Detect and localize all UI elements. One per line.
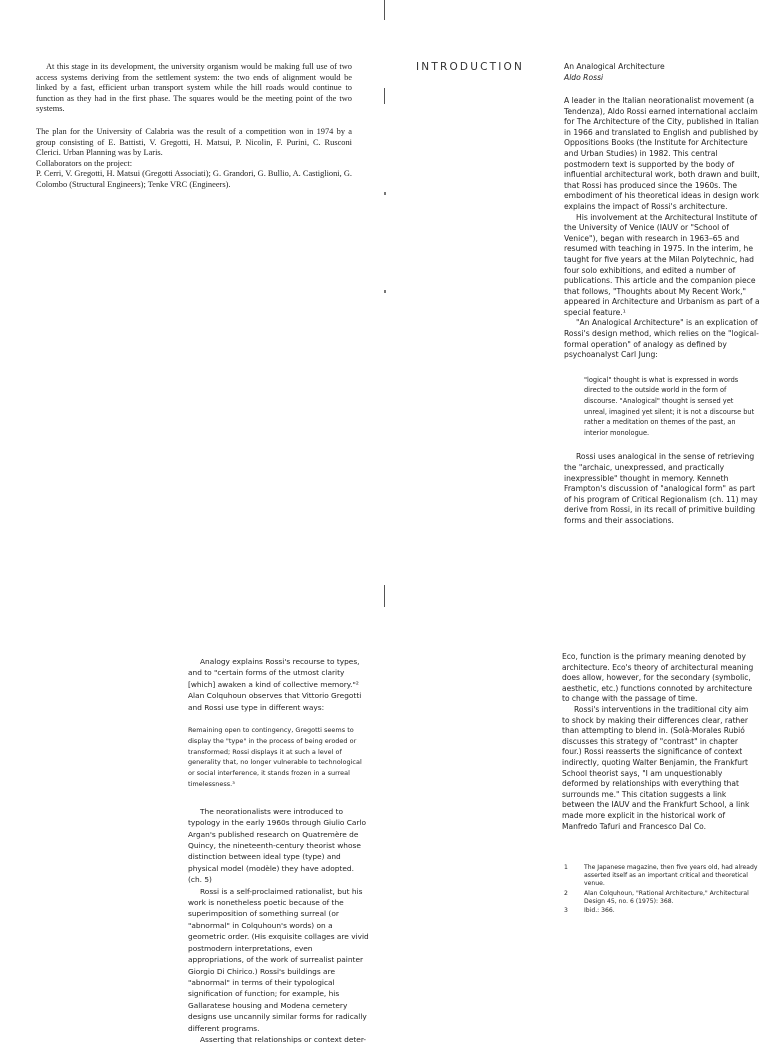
footnote [564, 907, 762, 915]
footnote-number: 2 [564, 889, 568, 897]
paragraph: Rossi's interventions in the traditional city aim to shock by making their differences clear, rather than attempting to blend in. (Solà-Morales Rubió discusses this strategy of "contrast" in chapter four.) Rossi reasserts the significance of context indirectly, quoting Walter Benjamin, the Frankfurt School theorist says, "I am unquestionably deformed by relationships with everything that surrounds me." This citation suggests a link between the IAUV and the Frankfurt School, a link made more explicit in the historical work of Manfredo Tafuri and Francesco Dal Co. [562, 704, 750, 831]
gutter-mark [384, 192, 386, 195]
paragraph: "An Analogical Architecture" is an explication of Rossi's design method, which relies on the "logical-formal operation" of analogy as defined by psychoanalyst Carl Jung: [564, 318, 759, 360]
article-heading [564, 62, 760, 83]
paragraph: His involvement at the Architectural Institute of the University of Venice (IAUV or "School of Venice"), began with research in 1963–65 and resumed with teaching in 1975. In the interim, he taught for five years at the Milan Polytechnic, had four solo exhibitions, and edited a number of publications. This article and the companion piece that follows, "Thoughts about My Recent Work," appeared in Architecture and Urbanism as part of a special feature.¹ [564, 212, 760, 317]
paragraph: At this stage in its development, the university organism would be making full use of two access systems deriving from the settlement system: the two ends of alignment would be linked by a fast, efficient urban transport system while the hill roads would continue to function as they had in the first phase. The squares would be the meeting point of the two systems. [36, 62, 352, 114]
collaborators-label: Collaborators on the project: [36, 158, 133, 168]
footnote-text: Ibid.: 366. [584, 907, 615, 915]
footnotes [564, 864, 762, 916]
paragraph: Rossi uses analogical in the sense of retrieving the "archaic, unexpressed, and practically inexpressible" thought in memory. Kenneth Frampton's discussion of "analogical form" as part of his program of Critical Regionalism (ch. 11) may derive from Rossi, in its recall of primitive building forms and their associations. [564, 452, 758, 525]
intro-body [564, 96, 760, 527]
left-page-text [36, 62, 352, 191]
paragraph: The plan for the University of Calabria was the result of a competition won in 1974 by a group consisting of E. Battisti, V. Gregotti, H. Matsui, P. Nicolin, F. Purini, C. Rusconi Clerici. Urban Planning was by Laris. [36, 126, 352, 158]
collaborators-list: P. Cerri, V. Gregotti, H. Matsui (Gregotti Associati); G. Grandori, G. Bullio, A. Castiglioni, G. Colombo (Structural Engineers); Tenke VRC (Engineers). [36, 169, 352, 189]
footnote [564, 864, 762, 889]
gutter-mark [384, 290, 386, 293]
gutter-line-middle [384, 585, 385, 607]
article-author: Aldo Rossi [564, 72, 604, 82]
paragraph: Rossi is a self-proclaimed rationalist, but his work is nonetheless poetic because of the superimposition of something surreal (or "abnormal" in Colquhoun's words) on a geometric order. (His exquisite collages are vivid postmodern interpretations, even appropriations, of the work of surrealist painter Giorgio Di Chirico.) Rossi's buildings are "abnormal" in terms of their typological signification of function; for example, his Gallaratese housing and Modena cemetery designs use uncannily similar forms for radically different programs. [188, 886, 369, 1033]
block-quote: "logical" thought is what is expressed in words directed to the outside world in the form of discourse. "Analogical" thought is sensed yet unreal, imagined yet silent; it is not a discourse but rather a meditation on themes of the past, an interior monologue. [584, 375, 755, 437]
article-title: An Analogical Architecture [564, 62, 665, 71]
footnote [564, 890, 762, 906]
paragraph: A leader in the Italian neorationalist movement (a Tendenza), Aldo Rossi earned international acclaim for The Architecture of the City, published in Italian in 1966 and translated to English and published by Oppositions Books (the Institute for Architecture and Urban Studies) in 1982. This central postmodern text is supported by the body of influential architectural work, both drawn and built, that Rossi has produced since the 1960s. The embodiment of his theoretical ideas in design work explains the impact of Rossi's architecture. [564, 96, 760, 211]
paragraph: Eco, function is the primary meaning denoted by architecture. Eco's theory of architectural meaning does allow, however, for the secondary (symbolic, aesthetic, etc.) functions connoted by architecture to change with the passage of time. [562, 652, 754, 704]
section-label: INTRODUCTION [416, 61, 525, 73]
footnote-text: Alan Colquhoun, "Rational Architecture," Architectural Design 45, no. 6 (1975): 368. [584, 889, 749, 905]
footnote-number: 3 [564, 907, 568, 915]
gutter-line-upper [384, 88, 385, 104]
gutter-line-top [384, 0, 385, 20]
block-quote: Remaining open to contingency, Gregotti seems to display the "type" in the process of being eroded or transformed; Rossi displays it at such a level of generality that, no longer vulnerable to technological or social interference, it stands frozen in a surreal timelessness.³ [188, 726, 362, 789]
paragraph: Asserting that relationships or context deter- [200, 1034, 367, 1044]
paragraph: Analogy explains Rossi's recourse to types, and to "certain forms of the utmost clarity [which] awaken a kind of collective memory."² Alan Colquhoun observes that Vittorio Gregotti and Rossi use type in different ways: [188, 657, 362, 712]
right-bottom-column [562, 652, 758, 832]
paragraph: The neorationalists were introduced to typology in the early 1960s through Giulio Carlo Argan's published research on Quatremère de Quincy, the nineteenth-century theorist whose distinction between ideal type (type) and physical model (modèle) they have adopted. (ch. 5) [188, 806, 367, 885]
footnote-text: The Japanese magazine, then five years old, had already asserted itself as an important critical and theoretical venue. [584, 864, 758, 888]
footnote-number: 1 [564, 864, 568, 871]
left-bottom-column [188, 656, 370, 1045]
